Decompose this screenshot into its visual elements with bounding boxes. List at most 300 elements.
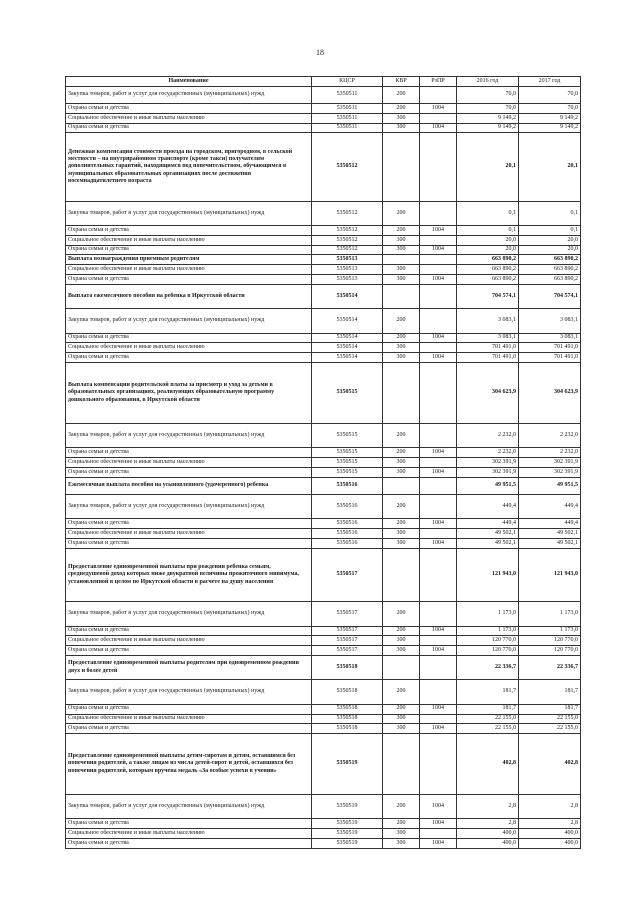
cell-rzpr: 1004 xyxy=(420,123,457,133)
cell-rzpr xyxy=(420,548,457,602)
cell-2017: 663 890,2 xyxy=(519,265,581,275)
cell-kvr: 200 xyxy=(383,819,420,829)
cell-rzpr xyxy=(420,255,457,265)
cell-rzpr xyxy=(420,655,457,679)
cell-rzpr xyxy=(420,235,457,245)
cell-rzpr xyxy=(420,201,457,225)
table-body xyxy=(66,87,581,849)
cell-2017: 2,8 xyxy=(519,795,581,819)
cell-name: Закупка товаров, работ и услуг для государственных (муниципальных) нужд xyxy=(66,309,312,333)
cell-rzpr xyxy=(420,423,457,447)
table-row xyxy=(66,602,581,626)
cell-2017: 181,7 xyxy=(519,680,581,704)
cell-kcsr: 5350519 xyxy=(312,795,383,819)
cell-kvr: 200 xyxy=(383,626,420,636)
table-row xyxy=(66,235,581,245)
cell-2017: 449,4 xyxy=(519,494,581,518)
cell-name: Закупка товаров, работ и услуг для государственных (муниципальных) нужд xyxy=(66,602,312,626)
cell-2017: 120 770,0 xyxy=(519,636,581,646)
table-row xyxy=(66,680,581,704)
table-row xyxy=(66,423,581,447)
cell-kcsr: 5350513 xyxy=(312,275,383,285)
cell-name: Охрана семьи и детства xyxy=(66,245,312,255)
cell-2017: 1 173,0 xyxy=(519,602,581,626)
table-row xyxy=(66,309,581,333)
cell-kcsr: 5350511 xyxy=(312,113,383,123)
cell-2017: 20,1 xyxy=(519,133,581,201)
cell-2016: 3 083,1 xyxy=(457,309,519,333)
cell-2017: 9 149,2 xyxy=(519,123,581,133)
cell-kvr xyxy=(383,734,420,795)
cell-name: Социальное обеспечение и иные выплаты населению xyxy=(66,265,312,275)
table-row xyxy=(66,795,581,819)
cell-kcsr: 5350518 xyxy=(312,655,383,679)
cell-2016: 663 890,2 xyxy=(457,265,519,275)
cell-kcsr: 5350513 xyxy=(312,265,383,275)
cell-rzpr: 1004 xyxy=(420,838,457,848)
cell-2016: 663 890,2 xyxy=(457,255,519,265)
cell-2016: 701 491,0 xyxy=(457,353,519,363)
cell-kcsr: 5350512 xyxy=(312,201,383,225)
table-row xyxy=(66,704,581,714)
table-row xyxy=(66,829,581,839)
cell-kvr: 300 xyxy=(383,235,420,245)
cell-2017: 70,0 xyxy=(519,87,581,104)
cell-kvr: 200 xyxy=(383,704,420,714)
table-row xyxy=(66,226,581,236)
cell-kcsr: 5350516 xyxy=(312,538,383,548)
cell-2016: 22 336,7 xyxy=(457,655,519,679)
cell-kcsr: 5350517 xyxy=(312,602,383,626)
cell-rzpr xyxy=(420,477,457,494)
cell-2016: 302 391,9 xyxy=(457,467,519,477)
cell-kvr: 300 xyxy=(383,458,420,468)
table-row xyxy=(66,548,581,602)
cell-name: Предоставление единовременной выплаты детям-сиротам и детям, оставшимся без попечения родителей, а также лицам из числа детей-сирот и детей, оставшихся без попечения родителей, которым вручена медаль «За особые успехи в учении» xyxy=(66,734,312,795)
cell-name: Охрана семьи и детства xyxy=(66,819,312,829)
cell-kcsr: 5350516 xyxy=(312,528,383,538)
cell-2016: 0,1 xyxy=(457,226,519,236)
cell-2017: 3 083,1 xyxy=(519,333,581,343)
cell-2016: 70,0 xyxy=(457,104,519,114)
cell-2016: 22 155,0 xyxy=(457,714,519,724)
cell-kcsr: 5350515 xyxy=(312,423,383,447)
table-row xyxy=(66,519,581,529)
header-2016: 2016 год xyxy=(457,77,519,87)
cell-name: Социальное обеспечение и иные выплаты населению xyxy=(66,714,312,724)
cell-kvr xyxy=(383,284,420,308)
table-row xyxy=(66,284,581,308)
cell-kvr: 300 xyxy=(383,838,420,848)
cell-2017: 701 491,0 xyxy=(519,343,581,353)
cell-kcsr: 5350511 xyxy=(312,123,383,133)
cell-2016: 400,0 xyxy=(457,829,519,839)
cell-name: Охрана семьи и детства xyxy=(66,104,312,114)
cell-name: Охрана семьи и детства xyxy=(66,275,312,285)
cell-kvr: 200 xyxy=(383,448,420,458)
cell-rzpr xyxy=(420,87,457,104)
cell-name: Социальное обеспечение и иные выплаты населению xyxy=(66,235,312,245)
cell-2017: 449,4 xyxy=(519,519,581,529)
table-row xyxy=(66,819,581,829)
cell-rzpr xyxy=(420,363,457,424)
cell-rzpr: 1004 xyxy=(420,646,457,656)
cell-name: Социальное обеспечение и иные выплаты населению xyxy=(66,458,312,468)
cell-kcsr: 5350513 xyxy=(312,255,383,265)
cell-2017: 49 502,1 xyxy=(519,538,581,548)
cell-kcsr: 5350512 xyxy=(312,226,383,236)
cell-rzpr: 1004 xyxy=(420,448,457,458)
table-row xyxy=(66,734,581,795)
cell-rzpr xyxy=(420,680,457,704)
cell-2016: 49 502,1 xyxy=(457,528,519,538)
cell-kcsr: 5350512 xyxy=(312,235,383,245)
cell-kcsr: 5350514 xyxy=(312,309,383,333)
cell-rzpr xyxy=(420,133,457,201)
table-row xyxy=(66,655,581,679)
cell-2017: 121 943,0 xyxy=(519,548,581,602)
cell-2016: 302 391,9 xyxy=(457,458,519,468)
cell-rzpr: 1004 xyxy=(420,626,457,636)
cell-rzpr xyxy=(420,458,457,468)
table-row xyxy=(66,123,581,133)
cell-2017: 2 232,0 xyxy=(519,448,581,458)
cell-2017: 22 336,7 xyxy=(519,655,581,679)
cell-2017: 3 083,1 xyxy=(519,309,581,333)
cell-kcsr: 5350514 xyxy=(312,353,383,363)
cell-kvr xyxy=(383,363,420,424)
cell-kcsr: 5350514 xyxy=(312,333,383,343)
table-row xyxy=(66,265,581,275)
table-row xyxy=(66,467,581,477)
table-row xyxy=(66,458,581,468)
cell-kcsr: 5350517 xyxy=(312,636,383,646)
cell-kcsr: 5350519 xyxy=(312,838,383,848)
cell-name: Охрана семьи и детства xyxy=(66,704,312,714)
cell-2017: 49 951,5 xyxy=(519,477,581,494)
cell-kvr: 200 xyxy=(383,201,420,225)
cell-kcsr: 5350514 xyxy=(312,343,383,353)
cell-kcsr: 5350518 xyxy=(312,680,383,704)
cell-kcsr: 5350516 xyxy=(312,494,383,518)
table-row xyxy=(66,538,581,548)
cell-kcsr: 5350518 xyxy=(312,704,383,714)
cell-2017: 704 574,1 xyxy=(519,284,581,308)
cell-name: Выплата вознаграждения приемным родителям xyxy=(66,255,312,265)
cell-2016: 449,4 xyxy=(457,519,519,529)
cell-name: Охрана семьи и детства xyxy=(66,519,312,529)
cell-kvr: 200 xyxy=(383,309,420,333)
cell-rzpr: 1004 xyxy=(420,795,457,819)
cell-kcsr: 5350512 xyxy=(312,245,383,255)
cell-2017: 22 155,0 xyxy=(519,714,581,724)
cell-kvr: 300 xyxy=(383,528,420,538)
cell-rzpr xyxy=(420,528,457,538)
table-row xyxy=(66,245,581,255)
cell-name: Охрана семьи и детства xyxy=(66,123,312,133)
cell-name: Охрана семьи и детства xyxy=(66,538,312,548)
cell-2017: 2 232,0 xyxy=(519,423,581,447)
cell-kvr: 200 xyxy=(383,795,420,819)
cell-rzpr xyxy=(420,284,457,308)
cell-2017: 302 391,9 xyxy=(519,458,581,468)
header-name: Наименование xyxy=(66,77,312,87)
cell-name: Охрана семьи и детства xyxy=(66,467,312,477)
table-row xyxy=(66,363,581,424)
cell-kcsr: 5350515 xyxy=(312,363,383,424)
cell-2017: 120 770,0 xyxy=(519,646,581,656)
cell-name: Закупка товаров, работ и услуг для государственных (муниципальных) нужд xyxy=(66,201,312,225)
cell-name: Охрана семьи и детства xyxy=(66,226,312,236)
cell-rzpr: 1004 xyxy=(420,104,457,114)
cell-kvr: 300 xyxy=(383,353,420,363)
cell-kvr: 300 xyxy=(383,123,420,133)
cell-name: Выплата компенсации родительской платы за присмотр и уход за детьми в образовательных организациях, реализующих образовательную программу дошкольного образования, в Иркутской области xyxy=(66,363,312,424)
table-row xyxy=(66,343,581,353)
cell-2017: 181,7 xyxy=(519,704,581,714)
cell-2016: 20,0 xyxy=(457,235,519,245)
cell-kcsr: 5350517 xyxy=(312,626,383,636)
cell-2016: 663 890,2 xyxy=(457,275,519,285)
table-row xyxy=(66,477,581,494)
cell-name: Закупка товаров, работ и услуг для государственных (муниципальных) нужд xyxy=(66,423,312,447)
cell-kvr: 200 xyxy=(383,104,420,114)
cell-rzpr: 1004 xyxy=(420,245,457,255)
cell-rzpr: 1004 xyxy=(420,226,457,236)
cell-kcsr: 5350512 xyxy=(312,133,383,201)
cell-name: Закупка товаров, работ и услуг для государственных (муниципальных) нужд xyxy=(66,494,312,518)
budget-table xyxy=(65,76,581,849)
cell-rzpr xyxy=(420,636,457,646)
cell-name: Предоставление единовременной выплаты родителям при одновременном рождении двух и более детей xyxy=(66,655,312,679)
cell-rzpr xyxy=(420,734,457,795)
cell-kcsr: 5350518 xyxy=(312,714,383,724)
cell-kvr xyxy=(383,477,420,494)
cell-rzpr: 1004 xyxy=(420,275,457,285)
table-row xyxy=(66,724,581,734)
cell-name: Ежемесячная выплата пособия на усыновленного (удочеренного) ребенка xyxy=(66,477,312,494)
cell-kvr: 200 xyxy=(383,226,420,236)
table-row xyxy=(66,494,581,518)
cell-2017: 400,0 xyxy=(519,838,581,848)
cell-2016: 400,0 xyxy=(457,838,519,848)
cell-kcsr: 5350519 xyxy=(312,734,383,795)
cell-2016: 181,7 xyxy=(457,704,519,714)
cell-2017: 701 491,0 xyxy=(519,353,581,363)
cell-rzpr xyxy=(420,602,457,626)
cell-2016: 9 149,2 xyxy=(457,113,519,123)
cell-2017: 663 890,2 xyxy=(519,255,581,265)
cell-name: Охрана семьи и детства xyxy=(66,838,312,848)
header-kcsr: КЦСР xyxy=(312,77,383,87)
cell-2016: 701 491,0 xyxy=(457,343,519,353)
cell-name: Охрана семьи и детства xyxy=(66,724,312,734)
cell-rzpr xyxy=(420,829,457,839)
cell-kvr: 300 xyxy=(383,724,420,734)
cell-kcsr: 5350515 xyxy=(312,458,383,468)
cell-kcsr: 5350511 xyxy=(312,104,383,114)
cell-2017: 663 890,2 xyxy=(519,275,581,285)
cell-kvr xyxy=(383,133,420,201)
cell-name: Социальное обеспечение и иные выплаты населению xyxy=(66,113,312,123)
cell-name: Социальное обеспечение и иные выплаты населению xyxy=(66,829,312,839)
cell-2016: 20,1 xyxy=(457,133,519,201)
cell-kvr xyxy=(383,255,420,265)
table-row xyxy=(66,275,581,285)
cell-2016: 2,8 xyxy=(457,795,519,819)
header-kvr: КВР xyxy=(383,77,420,87)
table-row xyxy=(66,201,581,225)
cell-kvr: 300 xyxy=(383,343,420,353)
cell-name: Закупка товаров, работ и услуг для государственных (муниципальных) нужд xyxy=(66,680,312,704)
cell-2016: 3 083,1 xyxy=(457,333,519,343)
table-row xyxy=(66,714,581,724)
cell-kvr: 300 xyxy=(383,636,420,646)
cell-2017: 302 391,9 xyxy=(519,467,581,477)
cell-kvr: 300 xyxy=(383,714,420,724)
cell-2016: 1 173,0 xyxy=(457,626,519,636)
cell-kvr: 300 xyxy=(383,245,420,255)
cell-kvr: 200 xyxy=(383,494,420,518)
cell-name: Охрана семьи и детства xyxy=(66,333,312,343)
cell-rzpr xyxy=(420,714,457,724)
cell-2016: 20,0 xyxy=(457,245,519,255)
cell-rzpr: 1004 xyxy=(420,538,457,548)
cell-2017: 0,1 xyxy=(519,226,581,236)
table-row xyxy=(66,255,581,265)
table-row xyxy=(66,448,581,458)
cell-2016: 9 149,2 xyxy=(457,123,519,133)
cell-kvr: 200 xyxy=(383,519,420,529)
table-row xyxy=(66,528,581,538)
cell-2016: 22 155,0 xyxy=(457,724,519,734)
cell-kcsr: 5350515 xyxy=(312,467,383,477)
cell-kvr: 200 xyxy=(383,680,420,704)
cell-kcsr: 5350511 xyxy=(312,87,383,104)
cell-kvr: 300 xyxy=(383,829,420,839)
cell-2016: 181,7 xyxy=(457,680,519,704)
header-2017: 2017 год xyxy=(519,77,581,87)
cell-2016: 120 770,0 xyxy=(457,646,519,656)
cell-2017: 70,0 xyxy=(519,104,581,114)
cell-rzpr: 1004 xyxy=(420,724,457,734)
cell-kcsr: 5350519 xyxy=(312,819,383,829)
table-row xyxy=(66,104,581,114)
cell-2016: 2 232,0 xyxy=(457,423,519,447)
cell-name: Закупка товаров, работ и услуг для государственных (муниципальных) нужд xyxy=(66,795,312,819)
cell-kcsr: 5350514 xyxy=(312,284,383,308)
cell-kvr: 300 xyxy=(383,646,420,656)
cell-kvr xyxy=(383,655,420,679)
cell-kvr: 200 xyxy=(383,602,420,626)
cell-kvr: 300 xyxy=(383,275,420,285)
cell-kvr: 200 xyxy=(383,333,420,343)
cell-rzpr: 1004 xyxy=(420,353,457,363)
cell-2016: 70,0 xyxy=(457,87,519,104)
table-header-row xyxy=(66,77,581,87)
cell-name: Охрана семьи и детства xyxy=(66,353,312,363)
cell-kvr: 300 xyxy=(383,538,420,548)
cell-kcsr: 5350516 xyxy=(312,519,383,529)
cell-name: Социальное обеспечение и иные выплаты населению xyxy=(66,528,312,538)
cell-kcsr: 5350516 xyxy=(312,477,383,494)
cell-kcsr: 5350515 xyxy=(312,448,383,458)
cell-2016: 2,8 xyxy=(457,819,519,829)
table-row xyxy=(66,626,581,636)
cell-rzpr xyxy=(420,343,457,353)
cell-2017: 20,0 xyxy=(519,235,581,245)
header-rzpr: РзПР xyxy=(420,77,457,87)
cell-kvr xyxy=(383,548,420,602)
cell-rzpr xyxy=(420,113,457,123)
table-row xyxy=(66,636,581,646)
cell-kvr: 300 xyxy=(383,265,420,275)
cell-2016: 49 951,5 xyxy=(457,477,519,494)
cell-2016: 1 173,0 xyxy=(457,602,519,626)
cell-2017: 400,0 xyxy=(519,829,581,839)
cell-2016: 121 943,0 xyxy=(457,548,519,602)
cell-rzpr xyxy=(420,309,457,333)
cell-2017: 402,8 xyxy=(519,734,581,795)
cell-kcsr: 5350517 xyxy=(312,646,383,656)
cell-kcsr: 5350517 xyxy=(312,548,383,602)
cell-name: Выплата ежемесячного пособия на ребенка в Иркутской области xyxy=(66,284,312,308)
cell-kvr: 300 xyxy=(383,113,420,123)
cell-name: Охрана семьи и детства xyxy=(66,448,312,458)
cell-kcsr: 5350519 xyxy=(312,829,383,839)
cell-kvr: 300 xyxy=(383,467,420,477)
cell-name: Охрана семьи и детства xyxy=(66,626,312,636)
cell-kvr: 200 xyxy=(383,423,420,447)
cell-2016: 402,8 xyxy=(457,734,519,795)
cell-2017: 22 155,0 xyxy=(519,724,581,734)
cell-rzpr: 1004 xyxy=(420,467,457,477)
cell-rzpr xyxy=(420,494,457,518)
cell-name: Предоставление единовременной выплаты при рождении ребенка семьям, среднедушевой доход которых ниже двукратной величины прожиточного минимума, установленной в целом по Иркутской области в расчете на душу населения xyxy=(66,548,312,602)
cell-rzpr: 1004 xyxy=(420,704,457,714)
cell-name: Денежная компенсация стоимости проезда на городском, пригородном, в сельской местности – на внутрирайонном транспорте (кроме такси) получателям дополнительных гарантий, находящимся под попечительством, обучающимся в муниципальных образовательных организациях после достижения восемнадцатилетнего возраста xyxy=(66,133,312,201)
cell-2017: 0,1 xyxy=(519,201,581,225)
cell-2016: 704 574,1 xyxy=(457,284,519,308)
table-row xyxy=(66,646,581,656)
cell-2017: 20,0 xyxy=(519,245,581,255)
cell-2016: 304 623,9 xyxy=(457,363,519,424)
cell-rzpr: 1004 xyxy=(420,519,457,529)
cell-2016: 49 502,1 xyxy=(457,538,519,548)
cell-rzpr: 1004 xyxy=(420,333,457,343)
cell-kcsr: 5350518 xyxy=(312,724,383,734)
cell-rzpr: 1004 xyxy=(420,819,457,829)
cell-2016: 449,4 xyxy=(457,494,519,518)
cell-kvr: 200 xyxy=(383,87,420,104)
cell-name: Социальное обеспечение и иные выплаты населению xyxy=(66,636,312,646)
table-row xyxy=(66,838,581,848)
cell-2017: 49 502,1 xyxy=(519,528,581,538)
cell-2016: 2 232,0 xyxy=(457,448,519,458)
table-row xyxy=(66,133,581,201)
cell-2016: 120 770,0 xyxy=(457,636,519,646)
table-row xyxy=(66,333,581,343)
cell-2017: 2,8 xyxy=(519,819,581,829)
cell-name: Охрана семьи и детства xyxy=(66,646,312,656)
table-row xyxy=(66,87,581,104)
table-row xyxy=(66,353,581,363)
cell-2017: 1 173,0 xyxy=(519,626,581,636)
cell-2017: 304 623,9 xyxy=(519,363,581,424)
cell-2017: 9 149,2 xyxy=(519,113,581,123)
cell-rzpr xyxy=(420,265,457,275)
cell-name: Социальное обеспечение и иные выплаты населению xyxy=(66,343,312,353)
